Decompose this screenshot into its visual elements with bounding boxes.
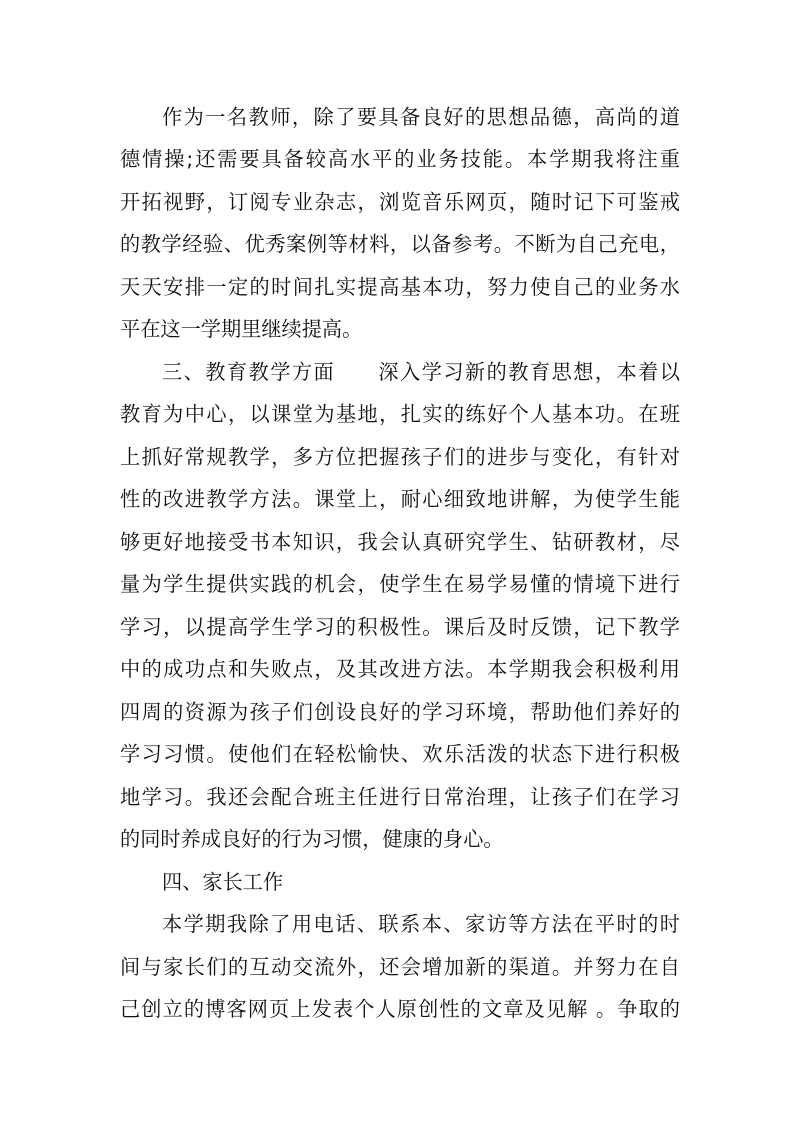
text-line: 上抓好常规教学，多方位把握孩子们的进步与变化，有针对 [120,445,680,469]
text-line: 教育为中心，以课堂为基地，扎实的练好个人基本功。在班 [120,402,680,426]
text-line: 量为学生提供实践的机会，使学生在易学易懂的情境下进行 [120,572,680,596]
text-line: 性的改进教学方法。课堂上，耐心细致地讲解，为使学生能 [120,487,680,511]
text-line: 地学习。我还会配合班主任进行日常治理，让孩子们在学习 [120,785,680,809]
section-heading-line: 三、教育教学方面 深入学习新的教育思想，本着以 [162,360,680,384]
text-line: 学习，以提高学生学习的积极性。课后及时反馈，记下教学 [120,615,680,639]
text-line: 的教学经验、优秀案例等材料，以备参考。不断为自己充电， [120,232,680,256]
text-line: 开拓视野，订阅专业杂志，浏览音乐网页，随时记下可鉴戒 [120,190,680,214]
text-line: 平在这一学期里继续提高。 [120,317,363,341]
text-line: 天天安排一定的时间扎实提高基本功，努力使自己的业务水 [120,275,680,299]
text-line: 四周的资源为孩子们创设良好的学习环境，帮助他们养好的 [120,700,680,724]
text-line: 的同时养成良好的行为习惯，健康的身心。 [120,827,504,851]
section-heading: 四、家长工作 [162,870,284,894]
text-line: 学习习惯。使他们在轻松愉快、欢乐活泼的状态下进行积极 [120,742,680,766]
text-line: 己创立的博客网页上发表个人原创性的文章及见解 。争取的 [120,997,680,1021]
text-line: 本学期我除了用电话、联系本、家访等方法在平时的时 [162,912,680,936]
text-line: 中的成功点和失败点，及其改进方法。本学期我会积极利用 [120,657,680,681]
text-line: 作为一名教师，除了要具备良好的思想品德，高尚的道 [162,105,680,129]
text-line: 德情操;还需要具备较高水平的业务技能。本学期我将注重 [120,147,680,171]
text-line: 间与家长们的互动交流外，还会增加新的渠道。并努力在自 [120,955,680,979]
text-line: 够更好地接受书本知识，我会认真研究学生、钻研教材，尽 [120,530,680,554]
